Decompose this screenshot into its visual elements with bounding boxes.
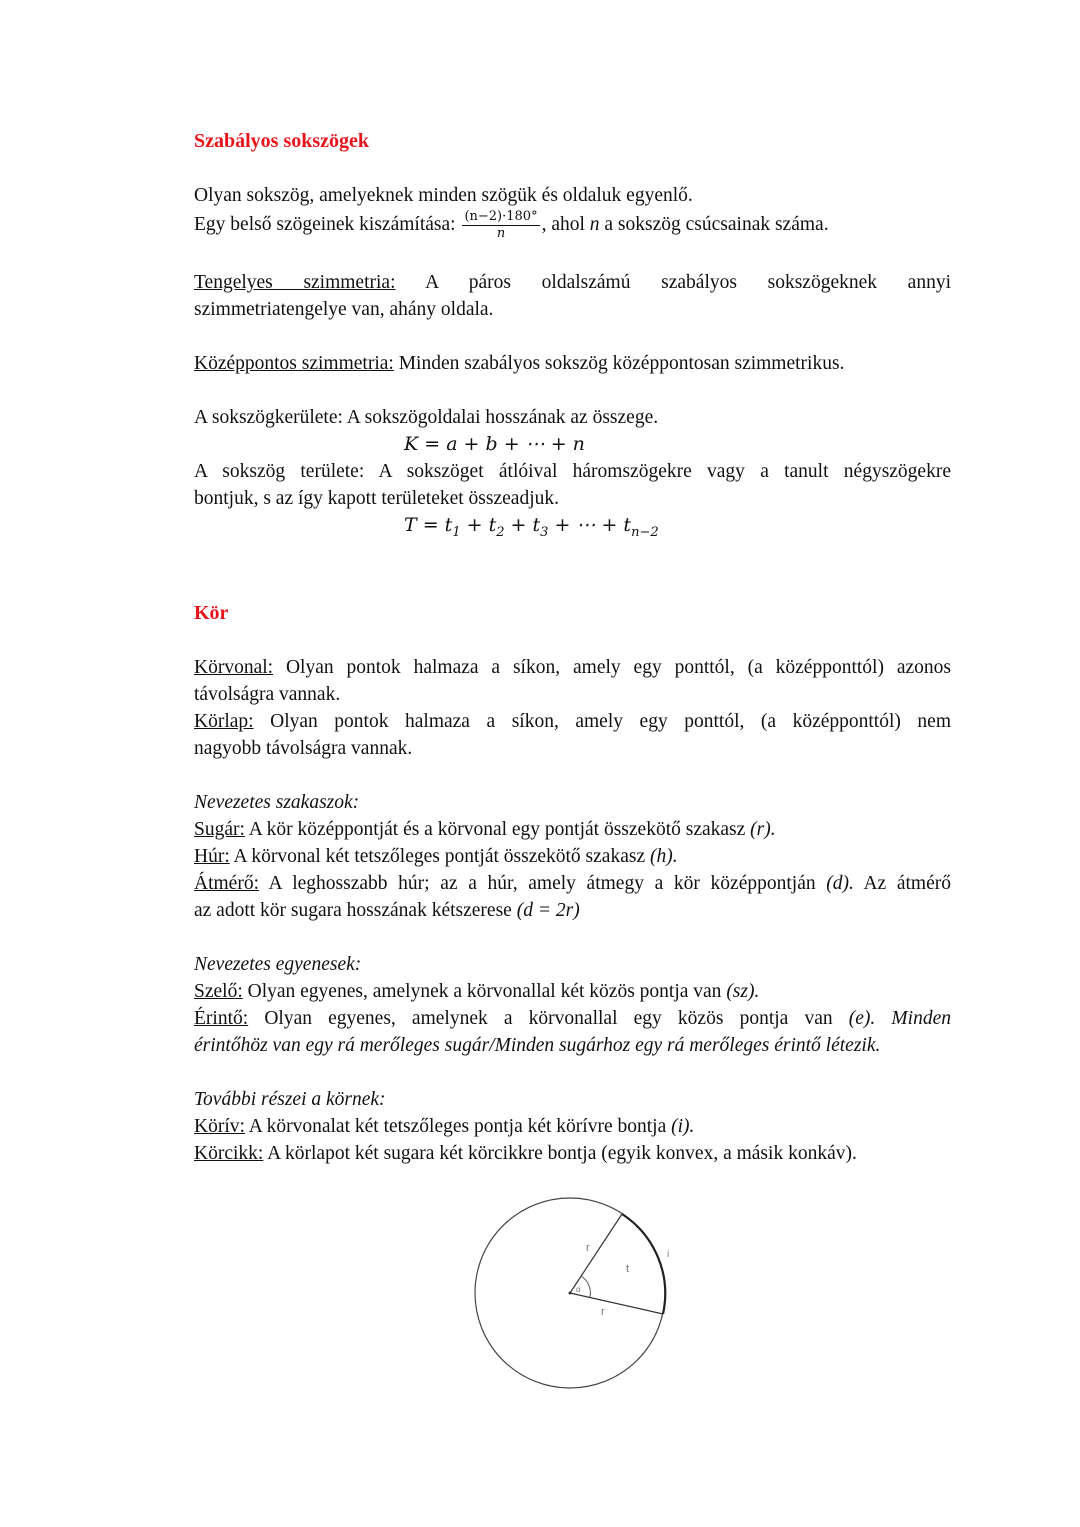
atmero-line2	[194, 897, 951, 924]
polygon-definition: Olyan sokszög, amelyeknek minden szögük és oldaluk egyenlő.	[194, 185, 693, 206]
angle-suffix-b: a sokszög csúcsainak száma.	[599, 213, 829, 235]
atmero-symbol2: (d = 2r)	[516, 899, 580, 921]
koriv-text: A körvonalat két tetszőleges pontja két körívre bontja	[244, 1115, 672, 1137]
korcikk-line	[194, 1140, 951, 1167]
area-formula-sub4: n−2	[631, 524, 659, 540]
center-point	[569, 1292, 572, 1295]
hur-label: Húr:	[194, 845, 230, 867]
perimeter-formula: K = a + b + ⋯ + n	[404, 433, 585, 455]
atmero-text: A leghosszabb húr; az a húr, amely átmegy a kör középpontján	[258, 872, 827, 894]
angle-arc	[581, 1276, 590, 1297]
axial-symmetry-label: Tengelyes szimmetria:	[194, 272, 396, 293]
korlap-line2: nagyobb távolságra vannak.	[194, 737, 413, 759]
atmero-text2: Az átmérő	[853, 872, 951, 894]
area-formula-c: + t	[504, 514, 541, 536]
label-t: t	[626, 1263, 630, 1275]
axial-symmetry-text: A páros oldalszámú szabályos sokszögeknek annyi	[395, 272, 952, 293]
erinto-label: Érintő:	[194, 1007, 249, 1029]
section-heading-polygons: Szabályos sokszögek	[194, 130, 370, 152]
perimeter-text: A sokszögkerülete: A sokszögoldalai hosszának az összege.	[194, 407, 659, 428]
atmero-text3: az adott kör sugara hosszának kétszerese	[194, 899, 517, 921]
korvonal-line1	[194, 654, 951, 681]
szelo-text: Olyan egyenes, amelynek a körvonallal két közös pontja van	[242, 980, 727, 1002]
korlap-line1	[194, 708, 951, 735]
erinto-italic: Minden	[875, 1007, 951, 1029]
lines-title: Nevezetes egyenesek:	[194, 953, 362, 975]
axial-symmetry-line1	[194, 269, 951, 296]
korvonal-label: Körvonal:	[194, 656, 274, 678]
radius-line-bottom	[570, 1293, 663, 1314]
fraction-numerator: (n−2)·180°	[464, 209, 538, 224]
section-heading-circle: Kör	[194, 601, 229, 624]
area-formula-b: + t	[460, 514, 497, 536]
erinto-line1	[194, 1005, 951, 1032]
area-text-line2: bontjuk, s az így kapott területeket összeadjuk.	[194, 488, 559, 509]
angle-suffix-a: , ahol	[541, 213, 590, 235]
hur-line	[194, 843, 951, 870]
koriv-line	[194, 1113, 951, 1140]
korlap-label: Körlap:	[194, 710, 254, 732]
hur-symbol: (h).	[649, 845, 678, 867]
area-formula-a: T = t	[404, 514, 453, 536]
korlap-text: Olyan pontok halmaza a síkon, amely egy ponttól, (a középponttól) nem	[253, 710, 951, 732]
atmero-symbol: (d).	[826, 872, 854, 894]
area-text-line1: A sokszög területe: A sokszöget átlóival háromszögekre vagy a tanult négyszögekre	[194, 461, 951, 482]
interior-angle-prefix: Egy belső szögeinek kiszámítása:	[194, 213, 456, 235]
sugar-symbol: (r).	[750, 818, 776, 840]
interior-angle-fraction	[462, 209, 539, 242]
area-formula-sub1: 1	[452, 524, 461, 540]
korcikk-label: Körcikk:	[194, 1142, 264, 1164]
central-symmetry-label: Középpontos szimmetria:	[194, 353, 394, 374]
szelo-line	[194, 978, 951, 1005]
label-r-bottom: r	[601, 1306, 605, 1318]
erinto-text: Olyan egyenes, amelynek a körvonallal egy közös pontja van	[248, 1007, 849, 1029]
sugar-text: A kör középpontját és a körvonal egy pontját összekötő szakasz	[244, 818, 751, 840]
sugar-label: Sugár:	[194, 818, 245, 840]
central-symmetry-line	[194, 350, 951, 377]
parts-title: További részei a körnek:	[194, 1088, 386, 1110]
area-formula-d: + ⋯ + t	[548, 514, 632, 536]
koriv-symbol: (i).	[671, 1115, 695, 1137]
szelo-label: Szelő:	[194, 980, 243, 1002]
radius-line-top	[570, 1214, 622, 1293]
szelo-symbol: (sz).	[726, 980, 760, 1002]
central-symmetry-text: Minden szabályos sokszög középpontosan szimmetrikus.	[393, 353, 845, 374]
atmero-label: Átmérő:	[194, 872, 259, 894]
korvonal-line2: távolságra vannak.	[194, 683, 341, 705]
area-formula	[194, 512, 951, 546]
korvonal-text: Olyan pontok halmaza a síkon, amely egy ponttól, (a középponttól) azonos	[273, 656, 951, 678]
interior-angle-line	[194, 209, 951, 242]
axial-symmetry-line2: szimmetriatengelye van, ahány oldala.	[194, 299, 494, 320]
erinto-symbol: (e).	[848, 1007, 876, 1029]
circle-figure	[470, 1195, 680, 1395]
sugar-line	[194, 816, 951, 843]
koriv-label: Körív:	[194, 1115, 245, 1137]
erinto-line2: érintőhöz van egy rá merőleges sugár/Minden sugárhoz egy rá merőleges érintő létezik.	[194, 1034, 881, 1056]
area-formula-sub3: 3	[540, 524, 549, 540]
hur-text: A körvonal két tetszőleges pontját összekötő szakasz	[229, 845, 650, 867]
label-alpha: α	[576, 1285, 581, 1294]
document-page	[194, 128, 951, 1167]
korcikk-text: A körlapot két sugara két körcikkre bontja (egyik konvex, a másik konkáv).	[263, 1142, 857, 1164]
angle-variable-n: n	[589, 213, 600, 235]
label-i: i	[667, 1249, 670, 1260]
segments-title: Nevezetes szakaszok:	[194, 791, 360, 813]
atmero-line1	[194, 870, 951, 897]
label-r-top: r	[586, 1242, 590, 1254]
area-formula-sub2: 2	[496, 524, 505, 540]
fraction-denominator: n	[496, 226, 506, 241]
